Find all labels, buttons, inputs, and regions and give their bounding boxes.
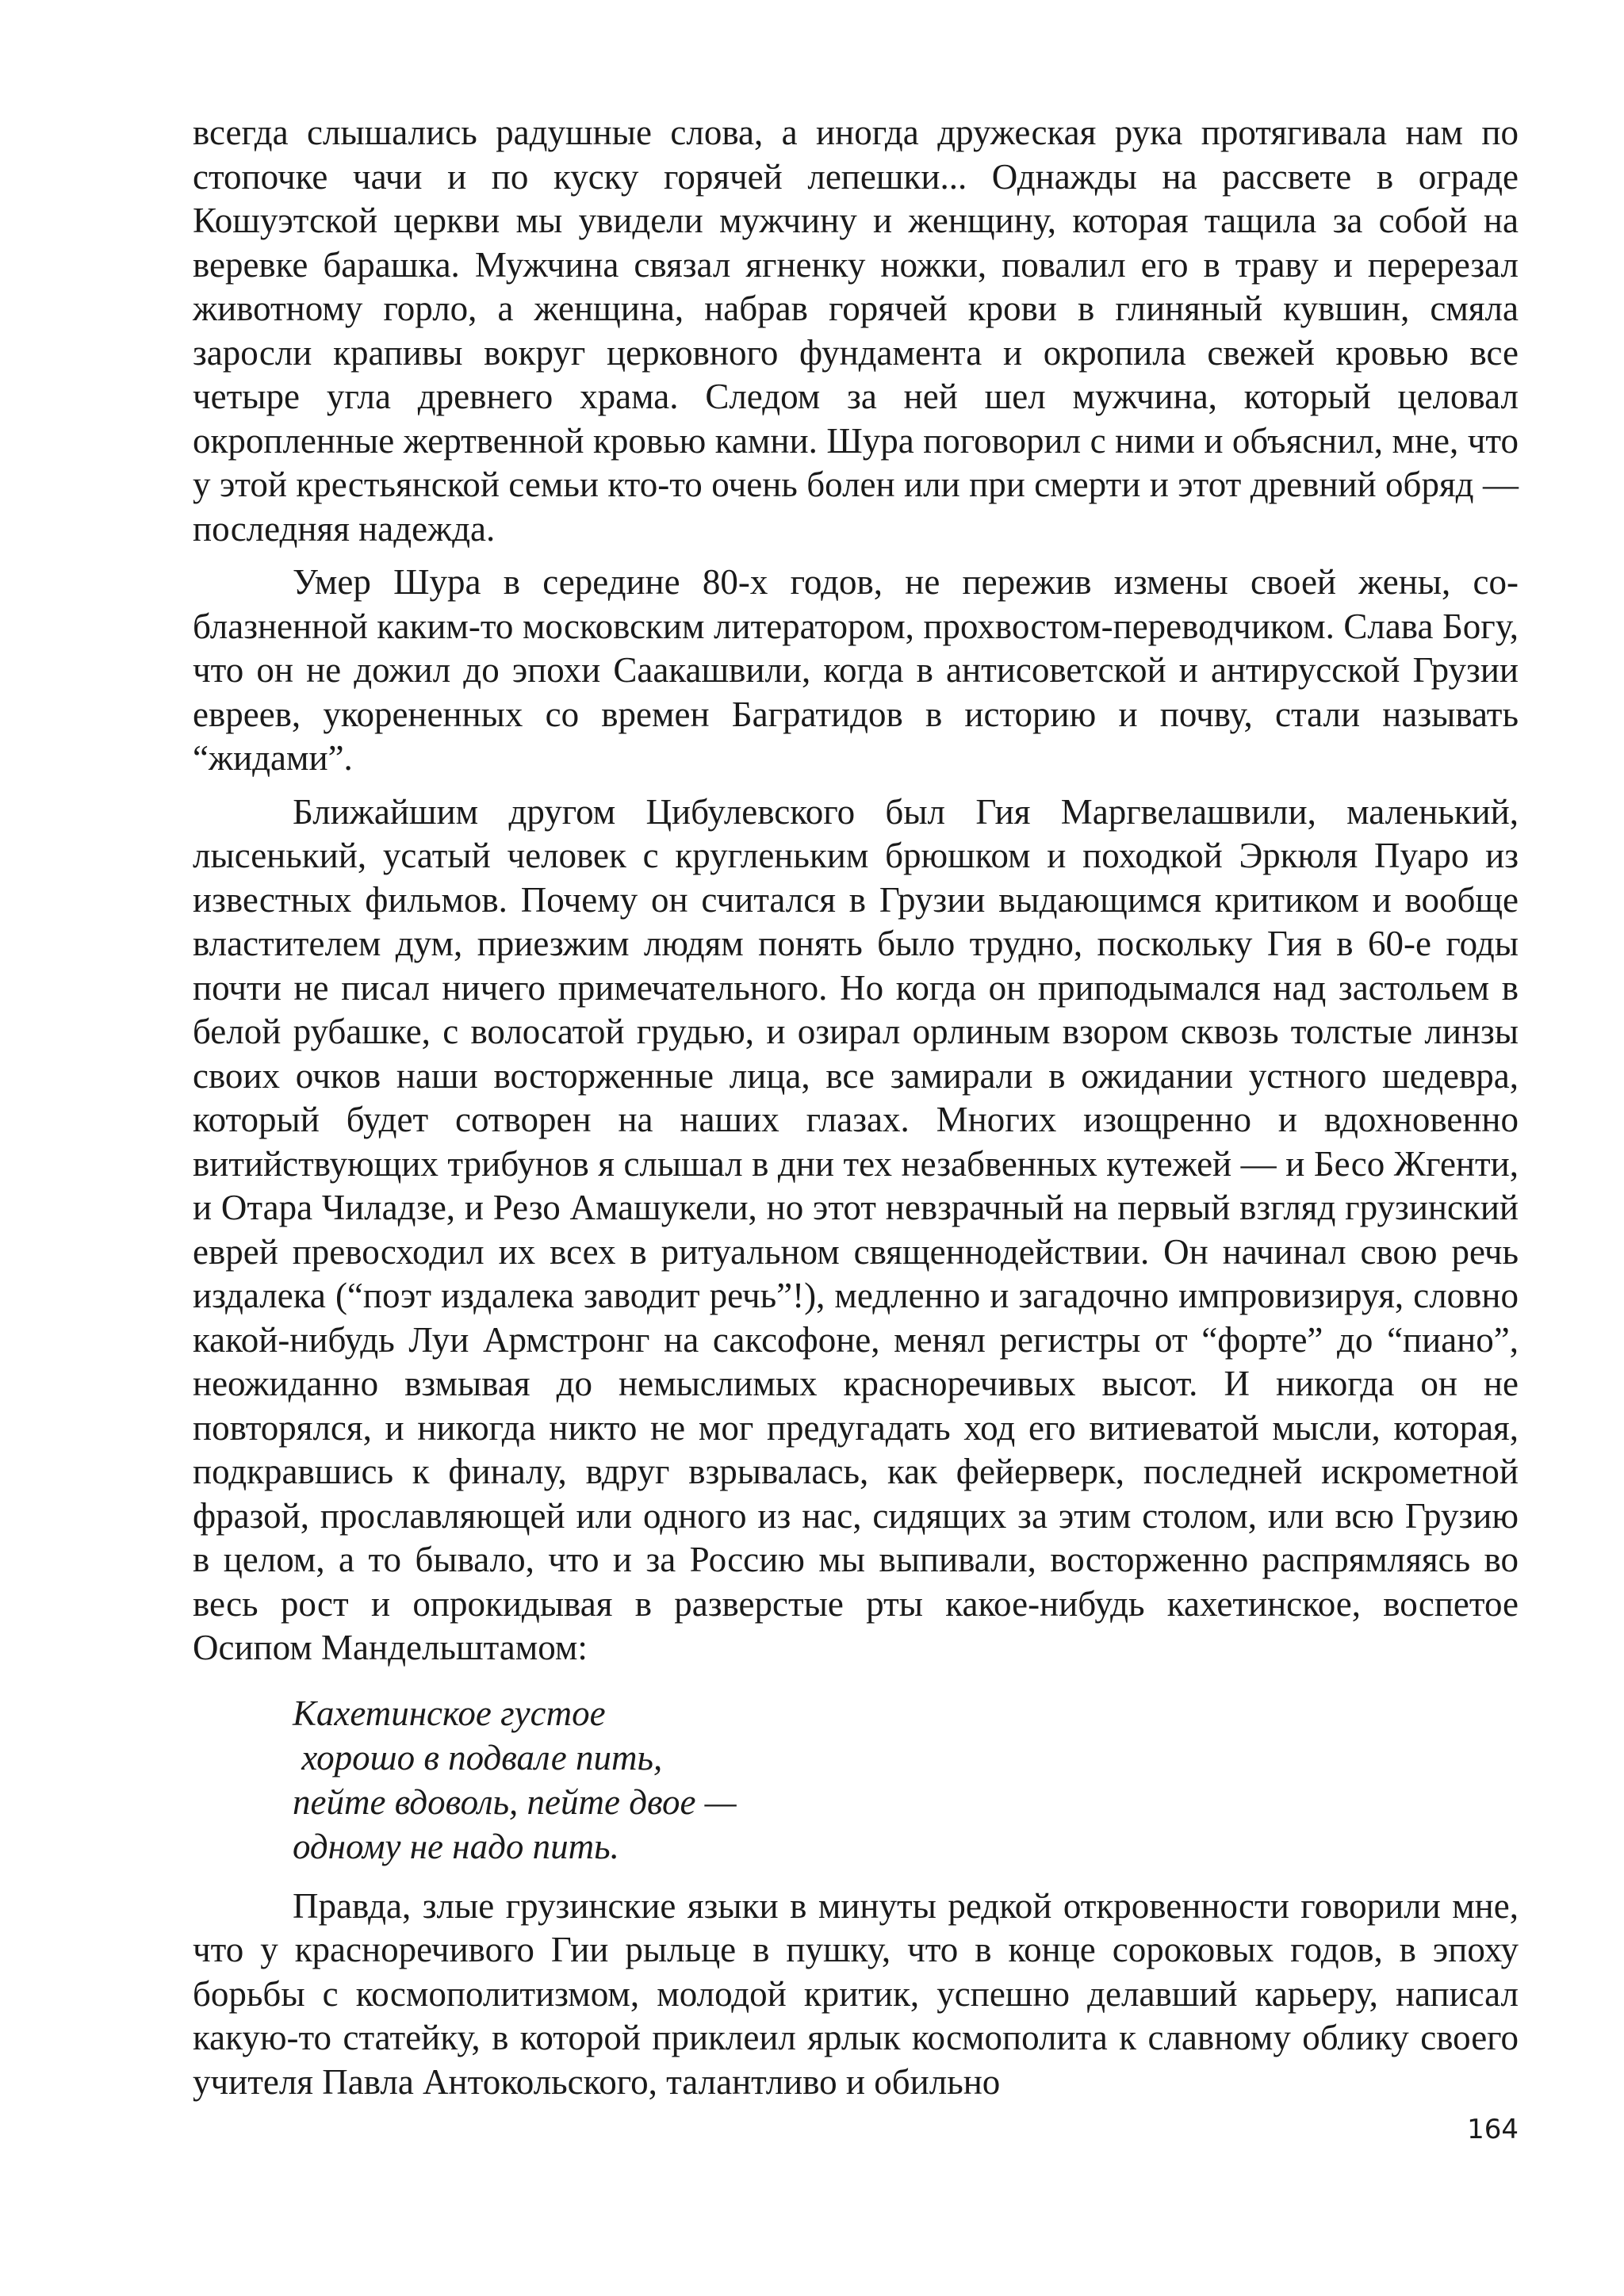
paragraph-1: всегда слышались радушные слова, а иногда дружеская рука протягивала нам по стопочке чачи и по куску горячей лепешки... Однажды на рассвете в ограде Кошуэтской церкви мы увидели мужчину и женщину, которая тащила за собой на веревке барашка. Мужчина связал ягненку ножки, повалил его в траву и перерезал животному горло, а женщина, набрав горячей крови в глиняный кувшин, смяла заросли крапивы вокруг церковного фундамента и окропила свежей кровью все четыре угла древнего храма. Следом за ней шел мужчина, который целовал окропленные жертвенной кровью камни. Шура поговорил с ними и объяснил, мне, что у этой крестьянской семьи кто-то очень болен или при смерти и этот древний обряд — последняя надежда. bbox=[193, 113, 1519, 549]
verse-line-1: Кахетинское густое bbox=[293, 1693, 606, 1733]
page-body bbox=[193, 111, 1519, 2114]
verse-quote bbox=[293, 1691, 1519, 1869]
paragraph-2: Умер Шура в середине 80-х годов, не пережив измены своей жены, соблазненной каким-то московским литератором, прохвостом-переводчиком. Слава Богу, что он не дожил до эпохи Саакашвили, когда в антисоветской и антирусской Грузии евреев, укорененных со времен Багратидов в историю и почву, стали называть “жидами”. bbox=[193, 562, 1519, 778]
verse-line-4: одному не надо пить. bbox=[293, 1826, 619, 1866]
page-number: 164 bbox=[1467, 2114, 1519, 2145]
verse-line-2: хорошо в подвале пить, bbox=[293, 1737, 663, 1777]
verse-line-3: пейте вдоволь, пейте двое — bbox=[293, 1781, 737, 1822]
paragraph-3: Ближайшим другом Цибулевского был Гия Маргвелашвили, маленький, лысенький, усатый человек с кругленьким брюшком и походкой Эркюля Пуаро из известных фильмов. Почему он считался в Грузии выдающимся критиком и вообще властителем дум, приезжим людям понять было трудно, поскольку Гия в 60-е годы почти не писал ничего примечательного. Но когда он приподымался над застольем в белой рубашке, с волосатой грудью, и озирал орлиным взором сквозь толстые линзы своих очков наши восторженные лица, все замирали в ожидании устного шедевра, который будет сотворен на наших глазах. Многих изощренно и вдохновенно витийствующих трибунов я слышал в дни тех незабвенных кутежей — и Бесо Жгенти, и Отара Чиладзе, и Резо Амашукели, но этот невзрачный на первый взгляд грузинский еврей превосходил их всех в ритуальном священнодействии. Он начинал свою речь издалека (“поэт издалека заводит речь”!), медленно и загадочно импровизируя, словно какой-нибудь Луи Армстронг на саксофоне, менял регистры от “форте” до “пиано”, неожиданно взмывая до немыслимых красноречивых высот. И никогда он не повторялся, и никогда никто не мог предугадать ход его витиеватой мысли, которая, подкравшись к финалу, вдруг взрывалась, как фейерверк, последней искрометной фразой, прославляющей или одного из нас, сидящих за этим столом, или всю Грузию в целом, а то бывало, что и за Россию мы выпивали, восторженно распрямляясь во весь рост и опрокидывая в разверстые рты какое-нибудь кахетинское, воспетое Осипом Мандельштамом: bbox=[193, 791, 1519, 1667]
paragraph-4: Правда, злые грузинские языки в минуты редкой откровенности говорили мне, что у красноречивого Гии рыльце в пушку, что в конце сороковых годов, в эпоху борьбы с космополитизмом, молодой критик, успешно делавший карьеру, написал какую-то статейку, в которой приклеил ярлык космополита к славному облику своего учителя Павла Антокольского, талантливо и обильно bbox=[193, 1885, 1519, 2102]
